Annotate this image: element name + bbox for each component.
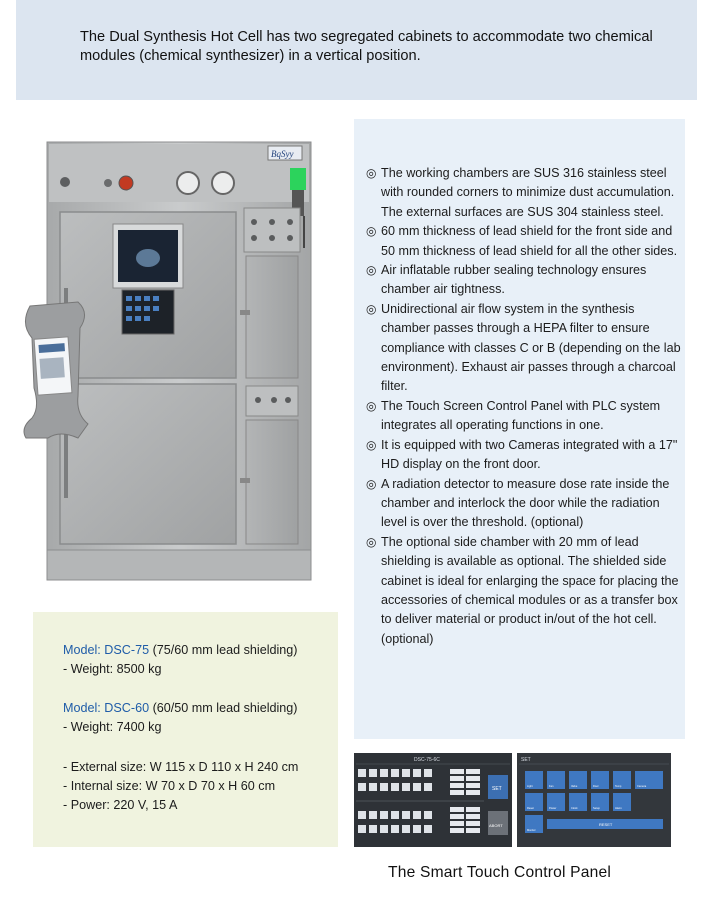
features-list <box>366 164 684 649</box>
svg-text:Setup: Setup <box>593 807 600 810</box>
bullet-icon: ◎ <box>366 398 377 413</box>
svg-text:Reset: Reset <box>527 807 534 810</box>
svg-text:Temp: Temp <box>615 785 622 788</box>
svg-text:Light: Light <box>527 785 533 788</box>
svg-text:ABORT: ABORT <box>489 823 503 828</box>
feature-item: ◎ Air inflatable rubber sealing technology ensures chamber air tightness. <box>366 263 647 297</box>
svg-text:Door: Door <box>593 785 599 788</box>
model-dsc75-line: Model: DSC-75 (75/60 mm lead shielding) <box>63 643 298 657</box>
bullet-icon: ◎ <box>366 476 377 491</box>
svg-text:Monitor: Monitor <box>527 829 536 832</box>
feature-item: ◎ 60 mm thickness of lead shield for the front side and 50 mm thickness of lead shield for all the other sides. <box>366 224 678 258</box>
svg-text:Power: Power <box>549 807 557 810</box>
power-spec: - Power: 220 V, 15 A <box>63 798 178 812</box>
svg-text:SET: SET <box>521 757 531 763</box>
feature-item: ◎ The optional side chamber with 20 mm of lead shielding is available as optional. The shielded side cabinet is ideal for enlarging the space for placing the accessories of chemical modules or as a transfer box to deliver material or product in/out of the hot cell. (optional) <box>366 534 679 646</box>
hot-cell-photo <box>18 138 330 586</box>
svg-text:Valve: Valve <box>571 785 578 788</box>
model-dsc60-weight: - Weight: 7400 kg <box>63 720 162 734</box>
intro-text: The Dual Synthesis Hot Cell has two segregated cabinets to accommodate two chemical modules (chemical synthesizer) in a vertical position. <box>80 29 653 64</box>
control-panel-main-screen <box>354 753 512 847</box>
internal-size: - Internal size: W 70 x D 70 x H 60 cm <box>63 779 276 793</box>
feature-item: ◎ It is equipped with two Cameras integrated with a 17" HD display on the front door. <box>366 437 678 472</box>
brand-logo: BqSyy <box>271 149 294 159</box>
bullet-icon: ◎ <box>366 301 377 316</box>
svg-text:Camera: Camera <box>637 785 647 788</box>
bullet-icon: ◎ <box>366 166 377 180</box>
feature-item: ◎ The working chambers are SUS 316 stainless steel with rounded corners to minimize dust accumulation. The external surfaces are SUS 304 stainless steel. <box>366 166 675 219</box>
bullet-icon: ◎ <box>366 263 377 278</box>
svg-text:SET: SET <box>492 786 502 792</box>
model-dsc60-line: Model: DSC-60 (60/50 mm lead shielding) <box>63 701 298 715</box>
panel-caption: The Smart Touch Control Panel <box>388 864 612 881</box>
model-dsc75-weight: - Weight: 8500 kg <box>63 662 162 676</box>
bullet-icon: ◎ <box>366 224 377 239</box>
external-size: - External size: W 115 x D 110 x H 240 cm <box>63 760 299 774</box>
bullet-icon: ◎ <box>366 534 377 549</box>
svg-text:RESET: RESET <box>599 822 613 827</box>
svg-text:Clock: Clock <box>571 807 578 810</box>
feature-item: ◎ The Touch Screen Control Panel with PLC system integrates all operating functions in one. <box>366 398 661 433</box>
svg-text:Alarm: Alarm <box>615 807 622 810</box>
feature-item: ◎ A radiation detector to measure dose rate inside the chamber and interlock the door while the radiation level is over the threshold. (optional) <box>366 476 670 530</box>
svg-text:Fan: Fan <box>549 785 554 788</box>
svg-text:DSC-75-6C: DSC-75-6C <box>414 757 440 763</box>
control-panel-set-screen <box>517 753 671 847</box>
bullet-icon: ◎ <box>366 437 377 452</box>
feature-item: ◎ Unidirectional air flow system in the synthesis chamber passes through a HEPA filter to ensure compliance with classes C or B (depending on the lab environment). Exhaust air passes through a charcoal filter. <box>366 301 681 394</box>
